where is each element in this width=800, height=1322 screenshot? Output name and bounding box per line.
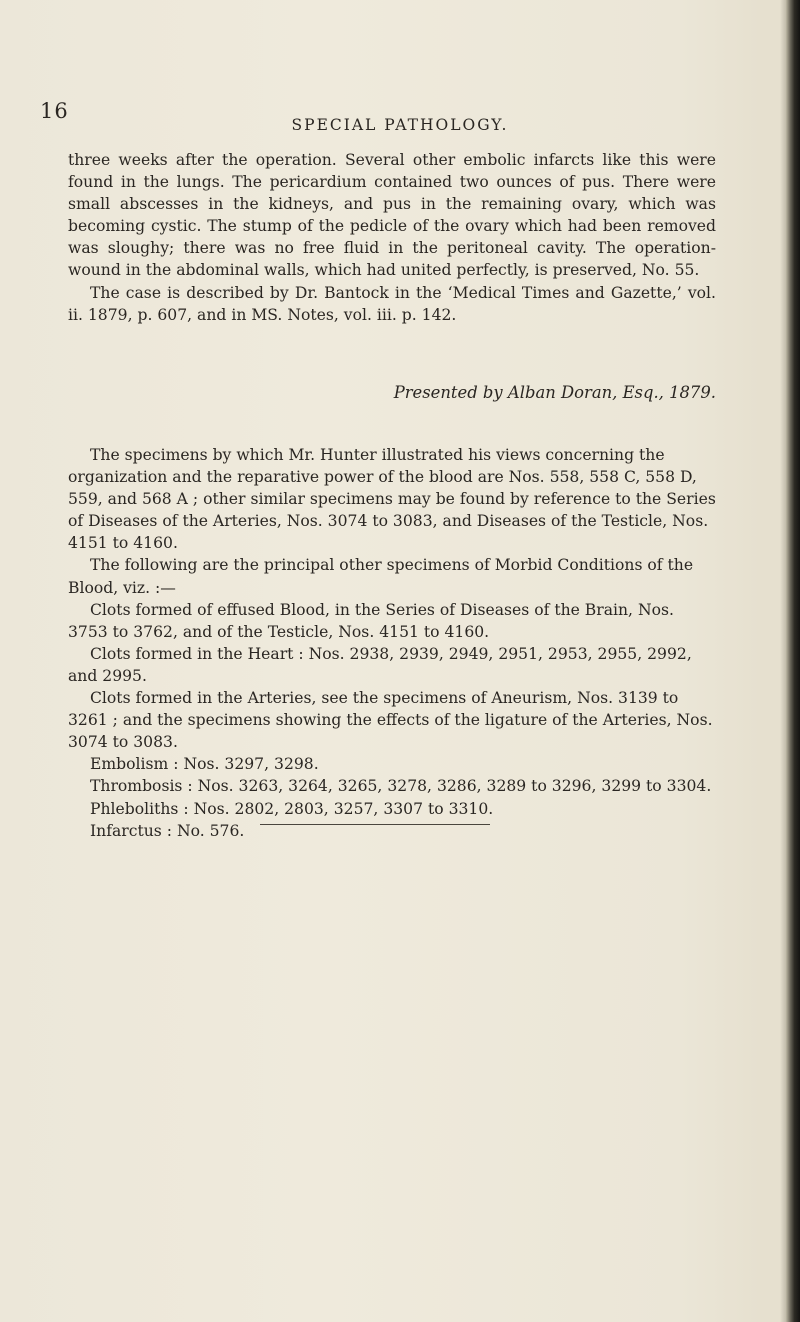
donor-credit: Presented by Alban Doran, Esq., 1879.	[393, 383, 716, 402]
specimen-entry-effused-blood: Clots formed of effused Blood, in the Series of Diseases of the Brain, Nos. 3753 to 3762, and of the Testicle, Nos. 4151 to 4160.	[68, 600, 674, 641]
running-head: SPECIAL PATHOLOGY.	[291, 116, 509, 134]
specimen-entry-arterial-clots: Clots formed in the Arteries, see the specimens of Aneurism, Nos. 3139 to 3261 ; and the specimens showing the effects of the ligature of the Arteries, Nos. 3074 to 3083.	[68, 689, 713, 752]
specimen-entry-heart-clots: Clots formed in the Heart : Nos. 2938, 2939, 2949, 2951, 2953, 2955, 2992, and 2995.	[68, 644, 692, 685]
specimens-list-intro: The following are the principal other specimens of Morbid Conditions of the Blood, viz. :—	[68, 556, 694, 597]
specimen-entry-phleboliths: Phleboliths : Nos. 2802, 2803, 3257, 3307 to 3310.	[90, 799, 494, 818]
section-divider	[260, 824, 490, 825]
case-reference-paragraph: The case is described by Dr. Bantock in the ‘Medical Times and Gazette,’ vol. ii. 1879, p. 607, and in MS. Notes, vol. iii. p. 142.	[68, 283, 716, 324]
specimens-intro: The specimens by which Mr. Hunter illustrated his views concerning the organization and the reparative power of the blood are Nos. 558, 558 C, 558 D, 559, and 568 A ; other similar specimens may be found by reference to the Series of Diseases of the Arteries, Nos. 3074 to 3083, and Diseases of the Testicle, Nos. 4151 to 4160.	[68, 446, 716, 553]
page-number: 16	[40, 99, 69, 123]
book-binding-edge	[786, 0, 800, 1322]
specimen-entry-thrombosis: Thrombosis : Nos. 3263, 3264, 3265, 3278, 3286, 3289 to 3296, 3299 to 3304.	[90, 777, 712, 796]
specimen-entry-embolism: Embolism : Nos. 3297, 3298.	[90, 755, 319, 774]
specimen-entry-infarctus: Infarctus : No. 576.	[90, 821, 245, 840]
case-paragraph: three weeks after the operation. Several other embolic infarcts like this were found in the lungs. The pericardium contained two ounces of pus. There were small abscesses in the kidneys, and pus in the remaining ovary, which was becoming cystic. The stump of the pedicle of the ovary which had been removed was sloughy; there was no free fluid in the peritoneal cavity. The operation-wound in the abdominal walls, which had united perfectly, is preserved, No. 55.	[68, 151, 716, 280]
case-description	[68, 149, 716, 326]
specimens-section	[68, 444, 716, 842]
